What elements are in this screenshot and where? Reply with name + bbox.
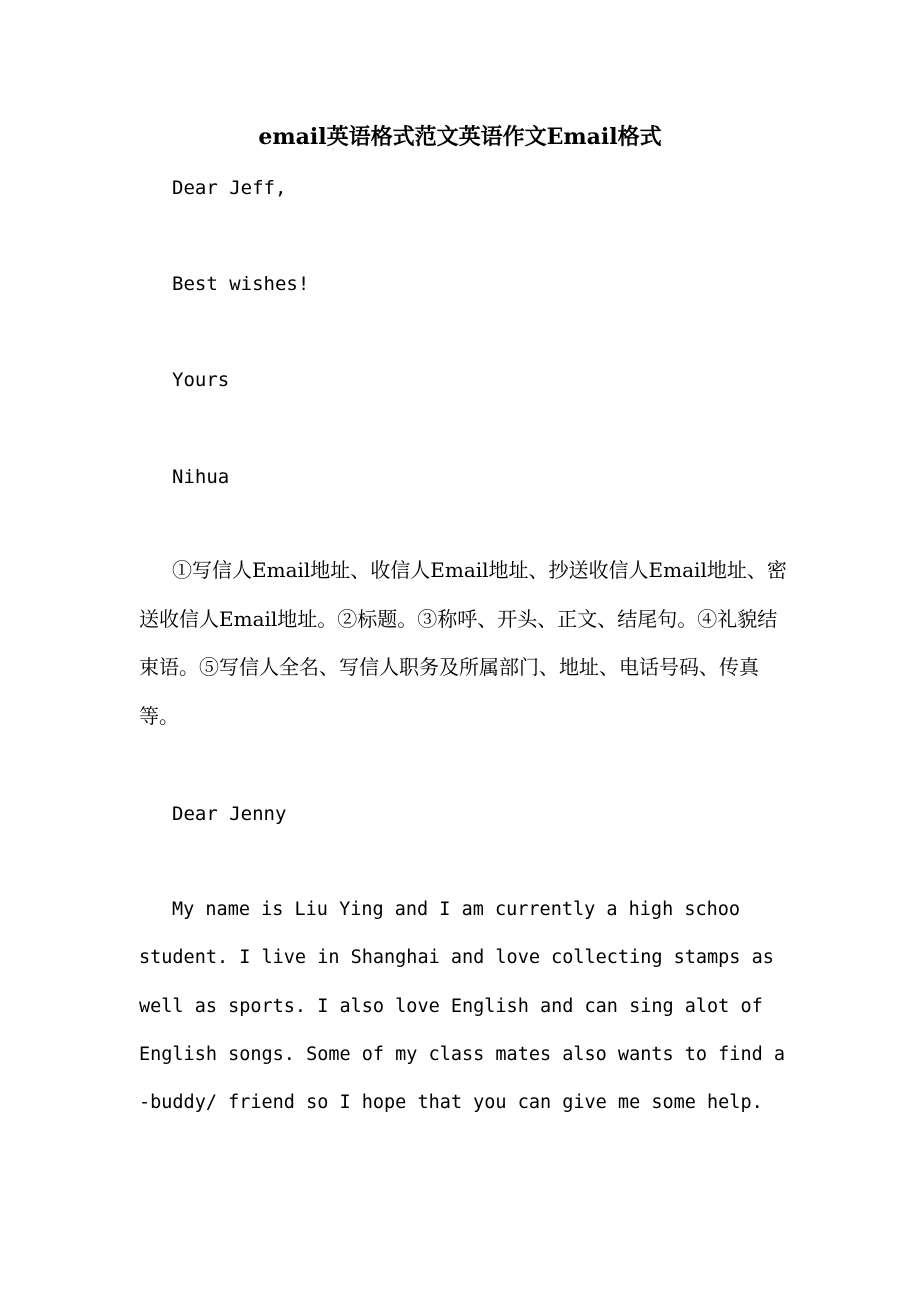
email-format-notes: ①写信人Email地址、收信人Email地址、抄送收信人Email地址、密送收信人Email地址。②标题。③称呼、开头、正文、结尾句。④礼貌结束语。⑤写信人全名、写信人职务及所属部门、地址、电话号码、传真等。 — [139, 558, 787, 728]
email-body-paragraph: My name is Liu Ying and I am currently a high schoo student. I live in Shanghai and love collecting stamps as well as sports. I also love English and can sing alot of English songs. Some of my class mates also wants to find a -buddy/ friend so I hope that you can give me some help. — [139, 899, 786, 1114]
sign-off-yours: Yours — [172, 369, 230, 391]
salutation-jeff: Dear Jeff, — [172, 177, 287, 199]
salutation-jenny: Dear Jenny — [172, 803, 287, 825]
document-title: email英语格式范文英语作文Email格式 — [258, 124, 662, 150]
signature-nihua: Nihua — [172, 466, 230, 488]
closing-best-wishes: Best wishes! — [172, 273, 310, 295]
